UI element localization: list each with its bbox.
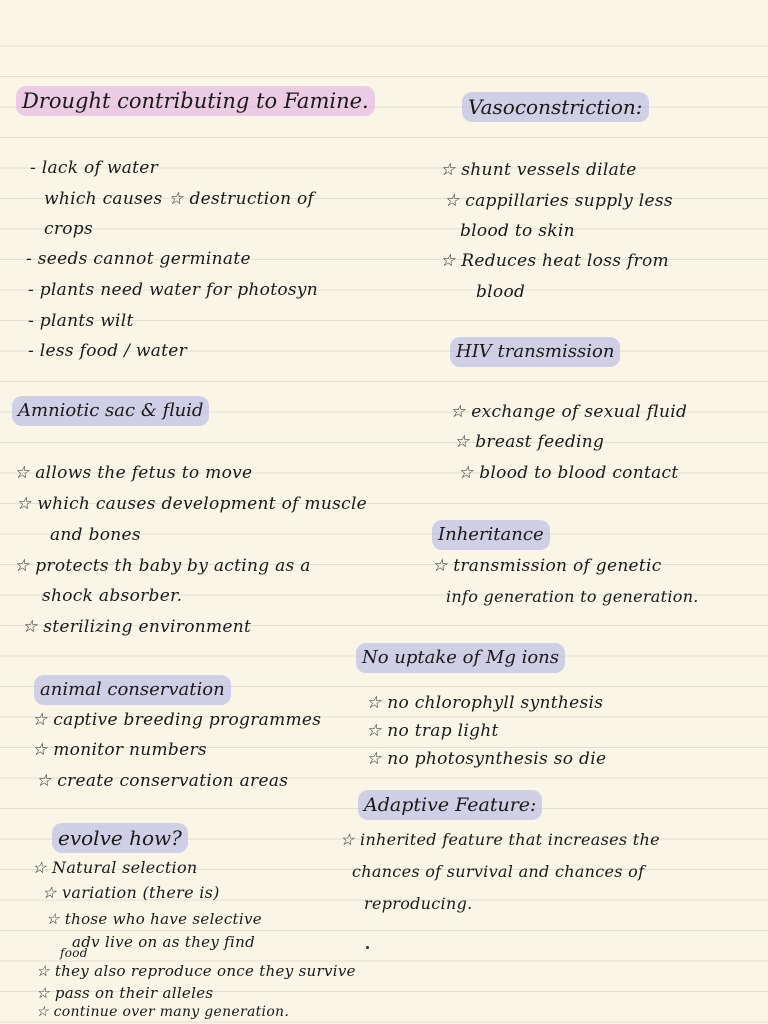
note-line: ☆ cappillaries supply less (444, 191, 673, 211)
note-line: - lack of water (30, 158, 159, 178)
note-line: ☆ pass on their alleles (36, 984, 214, 1002)
note-line: ☆ transmission of genetic (432, 556, 662, 576)
note-line: ☆ Natural selection (32, 858, 198, 877)
inheritance-heading: Inheritance (432, 520, 550, 550)
note-line: - plants need water for photosyn (28, 280, 319, 300)
note-line: - seeds cannot germinate (26, 249, 251, 269)
note-line: ☆ create conservation areas (36, 771, 289, 791)
note-line: blood to skin (460, 221, 575, 241)
note-line: ☆ captive breeding programmes (32, 710, 322, 730)
adaptive-heading: Adaptive Feature: (358, 790, 542, 820)
note-line: ☆ breast feeding (454, 432, 605, 452)
note-line: info generation to generation. (446, 587, 699, 606)
note-line: - less food / water (28, 341, 188, 361)
note-line: ☆ no chlorophyll synthesis (366, 693, 604, 713)
note-line: crops (44, 219, 93, 239)
drought-heading: Drought contributing to Famine. (16, 86, 375, 116)
note-line: ☆ sterilizing environment (22, 617, 252, 637)
note-line: ☆ allows the fetus to move (14, 463, 253, 483)
note-line: shock absorber. (42, 586, 183, 606)
note-line: ☆ protects th baby by acting as a (14, 556, 311, 576)
note-line: adv live on as they find (72, 933, 255, 951)
note-line: ☆ monitor numbers (32, 740, 207, 760)
note-line: ☆ exchange of sexual fluid (450, 402, 688, 422)
note-line: ☆ which causes development of muscle (16, 494, 368, 514)
note-line: ☆ inherited feature that increases the (340, 830, 660, 849)
note-line: and bones (50, 525, 141, 545)
note-line: - plants wilt (28, 311, 134, 331)
note-line: ☆ variation (there is) (42, 883, 220, 902)
note-line: reproducing. (364, 894, 473, 913)
note-line: blood (476, 282, 526, 302)
vasoconstriction-heading: Vasoconstriction: (462, 92, 649, 122)
note-line: ☆ blood to blood contact (458, 463, 679, 483)
hiv-heading: HIV transmission (450, 337, 620, 367)
mg-ions-heading: No uptake of Mg ions (356, 643, 565, 673)
note-line: ☆ Reduces heat loss from (440, 251, 669, 271)
note-line: ☆ shunt vessels dilate (440, 160, 637, 180)
ink-dot (366, 946, 369, 949)
amniotic-heading: Amniotic sac & fluid (12, 396, 209, 426)
note-line: ☆ continue over many generation. (36, 1004, 290, 1020)
note-line: food (60, 946, 88, 960)
evolve-heading: evolve how? (52, 823, 188, 853)
animal-conservation-heading: animal conservation (34, 675, 231, 705)
note-line: which causes ☆ destruction of (44, 189, 315, 209)
note-line: ☆ they also reproduce once they survive (36, 962, 356, 980)
note-line: ☆ no trap light (366, 721, 499, 741)
note-line: chances of survival and chances of (352, 862, 645, 881)
note-line: ☆ those who have selective (46, 910, 262, 928)
note-line: ☆ no photosynthesis so die (366, 749, 607, 769)
